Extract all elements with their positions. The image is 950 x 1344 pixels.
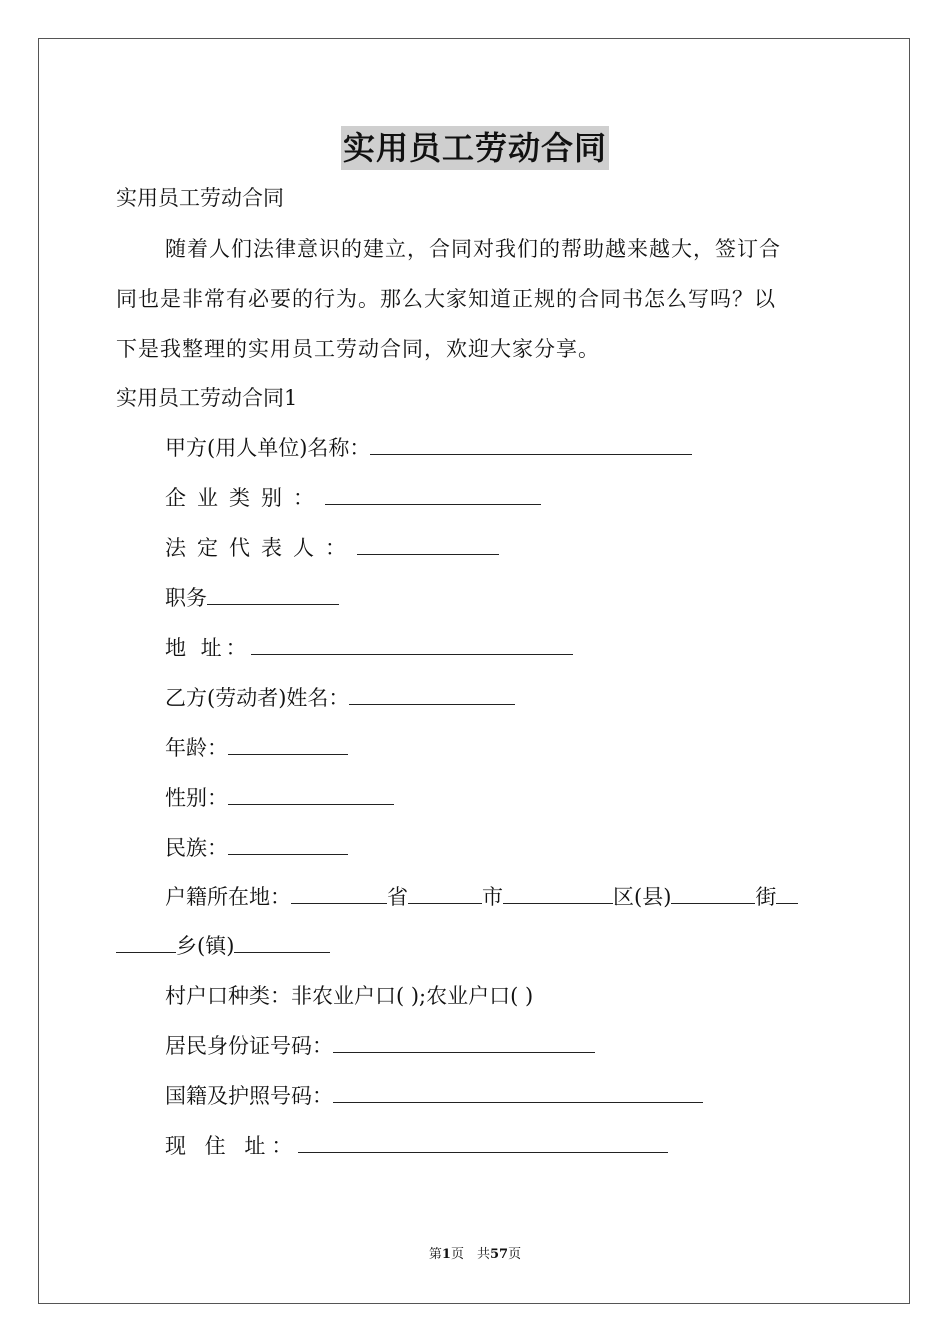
- blank-line[interactable]: [228, 834, 348, 855]
- field-label: 户籍所在地：: [165, 885, 291, 909]
- field-household-registration-cont: [116, 931, 840, 961]
- field-legal-rep: [165, 533, 889, 563]
- subtitle: 实用员工劳动合同: [116, 186, 284, 210]
- field-party-b-name: [165, 683, 889, 713]
- footer-text: 页: [508, 1247, 522, 1262]
- field-label: 法定代表人：: [165, 536, 357, 560]
- blank-line[interactable]: [207, 584, 339, 605]
- field-label: 国籍及护照号码：: [165, 1084, 333, 1108]
- field-label: 居民身份证号码：: [165, 1034, 333, 1058]
- field-household-registration: [165, 882, 889, 912]
- field-label: 性别：: [165, 786, 228, 810]
- field-ethnicity: [165, 833, 889, 863]
- field-position: [165, 583, 889, 613]
- field-label: 年龄：: [165, 736, 228, 760]
- field-age: [165, 733, 889, 763]
- blank-line[interactable]: [251, 634, 573, 655]
- blank-line[interactable]: [776, 883, 798, 904]
- document-title: 实用员工劳动合同: [341, 126, 609, 170]
- province-label: 省: [387, 885, 408, 909]
- title-block: [0, 126, 950, 170]
- intro-line-2: 同也是非常有必要的行为。那么大家知道正规的合同书怎么写吗？以: [116, 287, 776, 311]
- field-gender: [165, 783, 889, 813]
- field-address: [165, 633, 889, 663]
- blank-line[interactable]: [349, 684, 515, 705]
- field-nationality-passport: [165, 1081, 889, 1111]
- township-label: 乡(镇): [176, 934, 235, 958]
- blank-line[interactable]: [333, 1032, 595, 1053]
- blank-line[interactable]: [234, 932, 330, 953]
- section-heading: 实用员工劳动合同1: [116, 386, 298, 410]
- blank-line[interactable]: [298, 1132, 668, 1153]
- field-label: 现 住 址：: [165, 1134, 299, 1158]
- blank-line[interactable]: [325, 484, 541, 505]
- page-footer: [0, 1246, 950, 1264]
- field-household-type: 村户口种类：非农业户口( );农业户口( ): [165, 984, 534, 1008]
- blank-line[interactable]: [671, 883, 755, 904]
- district-label: 区(县): [613, 885, 672, 909]
- field-label: 民族：: [165, 836, 228, 860]
- blank-line[interactable]: [228, 784, 394, 805]
- field-enterprise-type: [165, 483, 889, 513]
- blank-line[interactable]: [333, 1082, 703, 1103]
- current-page-number: 1: [441, 1247, 451, 1262]
- blank-line[interactable]: [408, 883, 482, 904]
- street-label: 街: [755, 885, 777, 909]
- total-pages-number: 57: [489, 1247, 509, 1262]
- field-id-number: [165, 1031, 889, 1061]
- footer-text: 页 共: [450, 1247, 490, 1262]
- blank-line[interactable]: [291, 883, 387, 904]
- page-border: [38, 38, 910, 1304]
- blank-line[interactable]: [503, 883, 613, 904]
- field-label: 甲方(用人单位)名称：: [165, 436, 371, 460]
- field-label: 职务: [165, 586, 207, 610]
- field-current-address: [165, 1131, 889, 1161]
- city-label: 市: [482, 885, 503, 909]
- field-label: 乙方(劳动者)姓名：: [165, 686, 350, 710]
- field-label: 地 址：: [165, 636, 251, 660]
- intro-line-1: 随着人们法律意识的建立，合同对我们的帮助越来越大，签订合: [165, 237, 781, 261]
- blank-line[interactable]: [116, 932, 176, 953]
- intro-line-3: 下是我整理的实用员工劳动合同，欢迎大家分享。: [116, 337, 600, 361]
- field-party-a-name: [165, 433, 889, 463]
- field-label: 企业类别：: [165, 486, 325, 510]
- blank-line[interactable]: [228, 734, 348, 755]
- footer-text: 第: [428, 1247, 442, 1262]
- blank-line[interactable]: [370, 434, 692, 455]
- blank-line[interactable]: [357, 534, 499, 555]
